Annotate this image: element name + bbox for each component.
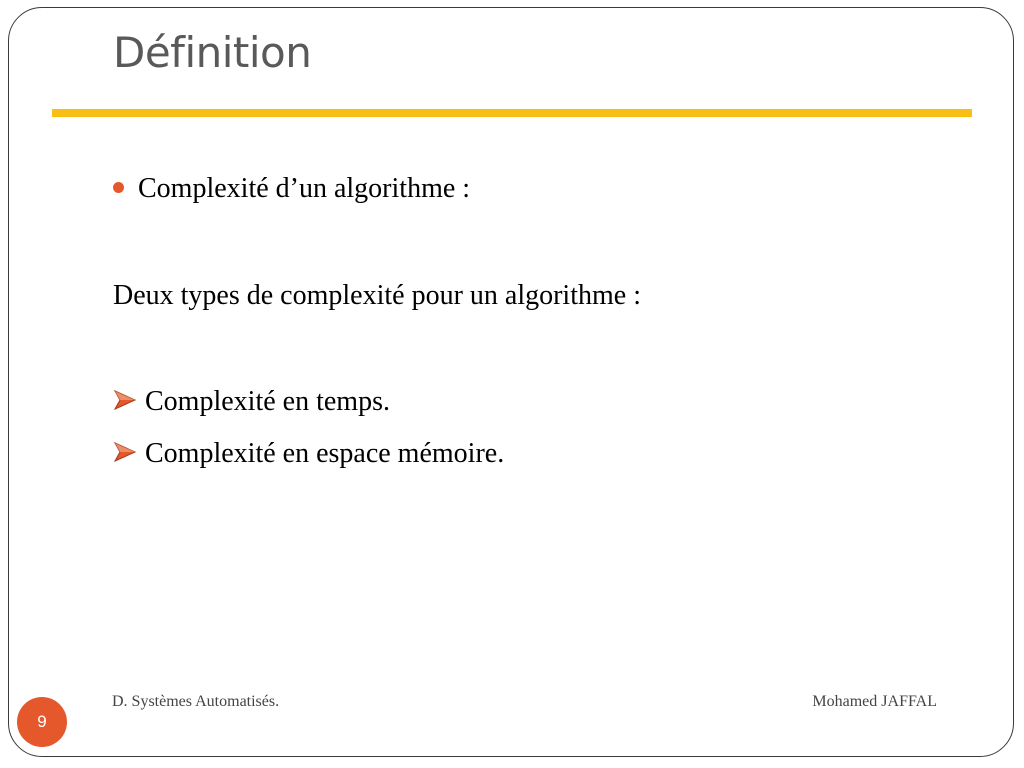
page-number-badge: 9 xyxy=(17,697,67,747)
slide-title: Définition xyxy=(113,28,312,77)
arrow-bullet-icon xyxy=(113,441,137,463)
bullet-line xyxy=(113,175,470,203)
footer-left: D. Systèmes Automatisés. xyxy=(112,693,280,710)
title-underline xyxy=(52,109,972,117)
list-item-text: Complexité en temps. xyxy=(145,386,390,417)
round-bullet-icon xyxy=(113,182,124,193)
bullet-text: Complexité d’un algorithme : xyxy=(138,173,471,204)
list-item xyxy=(113,440,504,468)
arrow-bullet-icon xyxy=(113,389,137,411)
footer-right: Mohamed JAFFAL xyxy=(812,693,937,710)
intro-text: Deux types de complexité pour un algorithme : xyxy=(113,280,641,311)
list-item xyxy=(113,388,390,416)
slide-frame xyxy=(8,7,1014,757)
list-item-text: Complexité en espace mémoire. xyxy=(145,438,505,469)
